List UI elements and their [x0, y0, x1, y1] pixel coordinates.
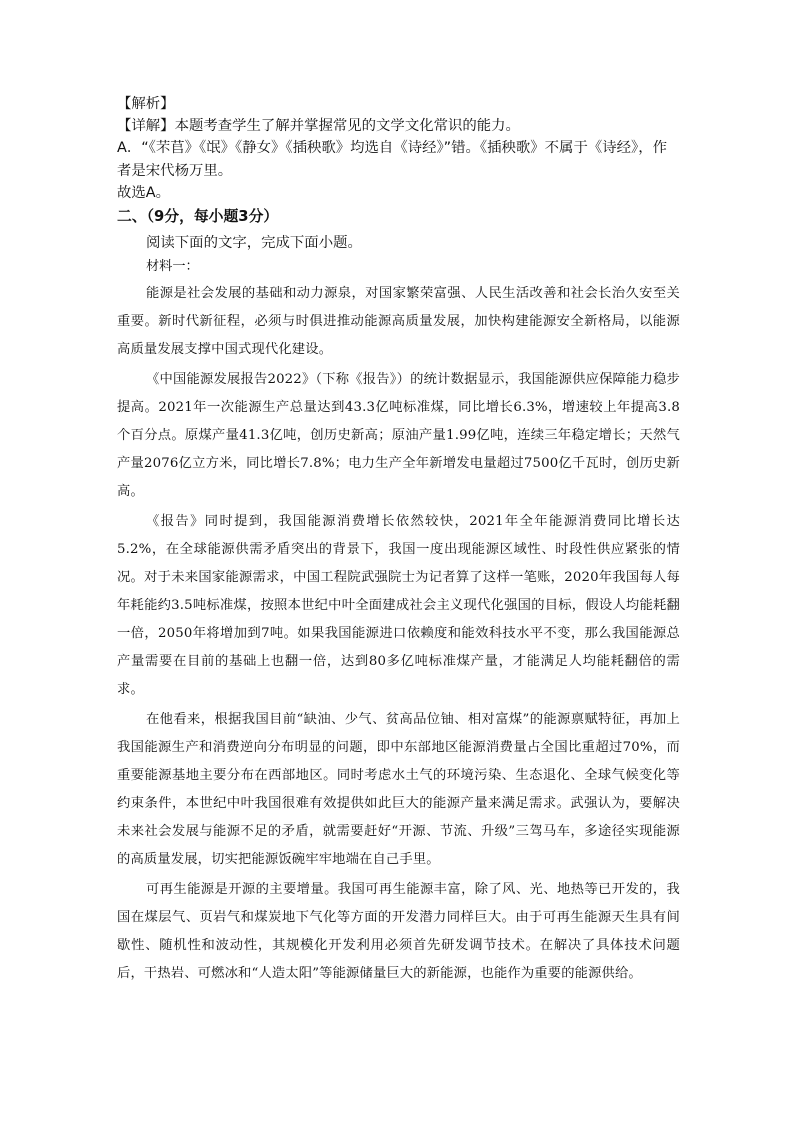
- material-paragraph-4: 在他看来，根据我国目前“缺油、少气、贫高品位铀、相对富煤”的能源禀赋特征，再加上我国能源生产和消费逆向分布明显的问题，即中东部地区能源消费量占全国比重超过70%，而重要能源基地主要分布在西部地区。同时考虑水土气的环境污染、生态退化、全球气候变化等约束条件，本世纪中叶我国很难有效提供如此巨大的能源产量来满足需求。武强认为，要解决未来社会发展与能源不足的矛盾，就需要赶好“开源、节流、升级”三驾马车，多途径实现能源的高质量发展，切实把能源饭碗牢牢地端在自己手里。: [117, 712, 680, 867]
- material-paragraph-2: 《中国能源发展报告2022》（下称《报告》）的统计数据显示，我国能源供应保障能力稳步提高。2021年一次能源生产总量达到43.3亿吨标准煤，同比增长6.3%，增速较上年提高3.8个百分点。原煤产量41.3亿吨，创历史新高；原油产量1.99亿吨，连续三年稳定增长；天然气产量2076亿立方米，同比增长7.8%；电力生产全年新增发电量超过7500亿千瓦时，创历史新高。: [117, 372, 680, 499]
- analysis-detail: 【详解】本题考查学生了解并掌握常见的文学文化常识的能力。: [117, 118, 520, 134]
- analysis-block: [117, 93, 680, 204]
- material-paragraph-5: 可再生能源是开源的主要增量。我国可再生能源丰富，除了风、光、地热等已开发的，我国在煤层气、页岩气和煤炭地下气化等方面的开发潜力同样巨大。由于可再生能源天生具有间歇性、随机性和波动性，其规模化开发利用必须首先研发调节技术。在解决了具体技术问题后，干热岩、可燃冰和“人造太阳”等能源储量巨大的新能源，也能作为重要的能源供给。: [117, 882, 680, 981]
- section-title: 二、（9分，每小题3分）: [117, 208, 279, 225]
- material-label: 材料一：: [146, 259, 199, 274]
- analysis-conclusion: 故选A。: [117, 185, 171, 201]
- document-page: [117, 93, 680, 988]
- material-paragraph-1: 能源是社会发展的基础和动力源泉，对国家繁荣富强、人民生活改善和社会长治久安至关重要。新时代新征程，必须与时俱进推动能源高质量发展，加快构建能源安全新格局，以能源高质量发展支撑中国式现代化建设。: [117, 286, 680, 357]
- analysis-option-a: A．“《芣苢》《氓》《静女》《插秧歌》均选自《诗经》”错。《插秧歌》不属于《诗经》，作者是宋代杨万里。: [117, 140, 667, 179]
- analysis-tag: 【解析】: [117, 96, 175, 112]
- section-instruction: 阅读下面的文字，完成下面小题。: [146, 235, 362, 251]
- material-paragraph-3: 《报告》同时提到，我国能源消费增长依然较快，2021年全年能源消费同比增长达5.2%，在全球能源供需矛盾突出的背景下，我国一度出现能源区域性、时段性供应紧张的情况。对于未来国家能源需求，中国工程院武强院士为记者算了这样一笔账，2020年我国每人每年耗能约3.5吨标准煤，按照本世纪中叶全面建成社会主义现代化强国的目标，假设人均能耗翻一倍，2050年将增加到7吨。如果我国能源进口依赖度和能效科技水平不变，那么我国能源总产量需要在目前的基础上也翻一倍，达到80多亿吨标准煤产量，才能满足人均能耗翻倍的需求。: [117, 514, 680, 697]
